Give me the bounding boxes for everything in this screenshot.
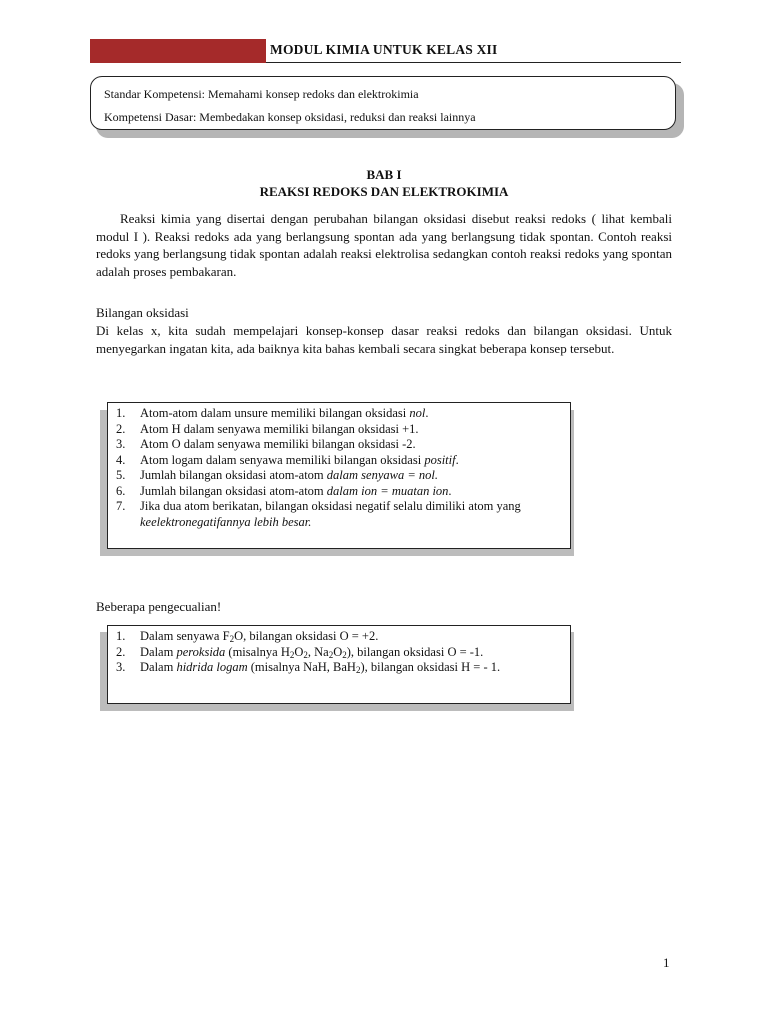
exception-text: O xyxy=(333,644,343,659)
kompetensi-box xyxy=(90,76,676,130)
rule-text-end: . xyxy=(448,483,452,498)
rule-text: Jumlah bilangan oksidasi atom-atom xyxy=(140,483,327,498)
subscript: 2 xyxy=(289,649,295,660)
exception-item xyxy=(108,629,570,645)
rule-text-end: . xyxy=(455,452,459,467)
rule-emphasis: keelektronegatifannya lebih besar. xyxy=(140,514,312,529)
kompetensi-dasar: Kompetensi Dasar: Membedakan konsep oksidasi, reduksi dan reaksi lainnya xyxy=(104,110,476,124)
rules-list xyxy=(108,406,570,530)
exceptions-list xyxy=(108,629,570,676)
exception-text: ), bilangan oksidasi O = -1. xyxy=(346,644,484,659)
rule-text-end: . xyxy=(425,406,429,420)
exception-item xyxy=(108,645,570,661)
rule-text: Jika dua atom berikatan, bilangan oksidasi negatif selalu dimiliki atom yang xyxy=(140,499,521,513)
standar-kompetensi: Standar Kompetensi: Memahami konsep redoks dan elektrokimia xyxy=(104,87,419,101)
rule-text: Atom H dalam senyawa memiliki bilangan oksidasi +1. xyxy=(140,421,419,436)
rule-text: Jumlah bilangan oksidasi atom-atom xyxy=(140,468,327,482)
subscript: 2 xyxy=(342,649,347,660)
page-number: 1 xyxy=(663,955,670,970)
subscript: 2 xyxy=(328,649,334,660)
exception-text: (misalnya NaH, BaH xyxy=(247,660,356,674)
rule-text: Atom-atom dalam unsure memiliki bilangan oksidasi xyxy=(140,406,410,420)
exception-text: O xyxy=(294,644,304,659)
chapter-title: REAKSI REDOKS DAN ELEKTROKIMIA xyxy=(259,184,509,199)
subscript: 2 xyxy=(355,665,361,675)
header-accent-bar xyxy=(90,39,266,63)
exception-text: O, bilangan oksidasi O = +2. xyxy=(234,629,379,643)
exception-number: 1. xyxy=(116,629,126,643)
rule-emphasis: nol xyxy=(409,406,426,420)
exceptions-label: Beberapa pengecualian! xyxy=(96,599,222,614)
exception-text: Dalam xyxy=(140,660,177,674)
section-heading: Bilangan oksidasi xyxy=(96,305,189,320)
intro-paragraph: Reaksi kimia yang disertai dengan perubahan bilangan oksidasi disebut reaksi redoks ( lihat kembali modul I ). Reaksi redoks ada yang berlangsung spontan ada yang berlangsung tidak spontan. Contoh reaksi redoks yang berlangsung tidak spontan adalah reaksi elektrolisa sedangkan contoh reaksi redoks yang spontan adalah proses pembakaran. xyxy=(96,211,672,279)
rule-emphasis: positif xyxy=(424,452,456,467)
module-title: MODUL KIMIA UNTUK KELAS XII xyxy=(270,42,498,57)
rule-item xyxy=(108,422,570,438)
rule-number: 1. xyxy=(116,406,126,420)
rule-number: 3. xyxy=(116,437,126,451)
header-underline xyxy=(266,62,681,63)
rule-item xyxy=(108,499,570,530)
subscript: 2 xyxy=(229,634,235,644)
exception-item xyxy=(108,660,570,676)
rule-text: Atom O dalam senyawa memiliki bilangan oksidasi -2. xyxy=(140,437,416,451)
section-paragraph: Di kelas x, kita sudah mempelajari konsep-konsep dasar reaksi redoks dan bilangan oksidasi. Untuk menyegarkan ingatan kita, ada baiknya kita bahas kembali secara singkat beberapa konsep tersebut. xyxy=(96,323,672,356)
rule-emphasis: dalam ion = muatan ion xyxy=(326,483,449,498)
exception-text: , Na xyxy=(307,644,329,659)
rule-item xyxy=(108,484,570,500)
exceptions-box xyxy=(107,625,571,704)
rule-item xyxy=(108,453,570,469)
rule-text: Atom logam dalam senyawa memiliki bilangan oksidasi xyxy=(140,452,425,467)
rule-number: 5. xyxy=(116,468,126,482)
exception-number: 3. xyxy=(116,660,126,674)
rule-item xyxy=(108,437,570,453)
rule-number: 7. xyxy=(116,499,126,513)
exception-text: ), bilangan oksidasi H = - 1. xyxy=(360,660,501,674)
rules-box xyxy=(107,402,571,549)
rule-emphasis: dalam senyawa = nol. xyxy=(326,468,438,482)
exception-text: Dalam senyawa F xyxy=(140,629,230,643)
exception-emphasis: hidrida logam xyxy=(176,660,248,674)
subscript: 2 xyxy=(303,649,308,660)
exception-number: 2. xyxy=(116,644,126,659)
exception-emphasis: peroksida xyxy=(176,644,226,659)
rule-number: 4. xyxy=(116,452,126,467)
rule-number: 6. xyxy=(116,483,126,498)
rule-item xyxy=(108,468,570,484)
rule-item xyxy=(108,406,570,422)
rule-number: 2. xyxy=(116,421,126,436)
chapter-number: BAB I xyxy=(366,167,402,182)
exception-text: (misalnya H xyxy=(225,644,290,659)
exception-text: Dalam xyxy=(140,644,177,659)
